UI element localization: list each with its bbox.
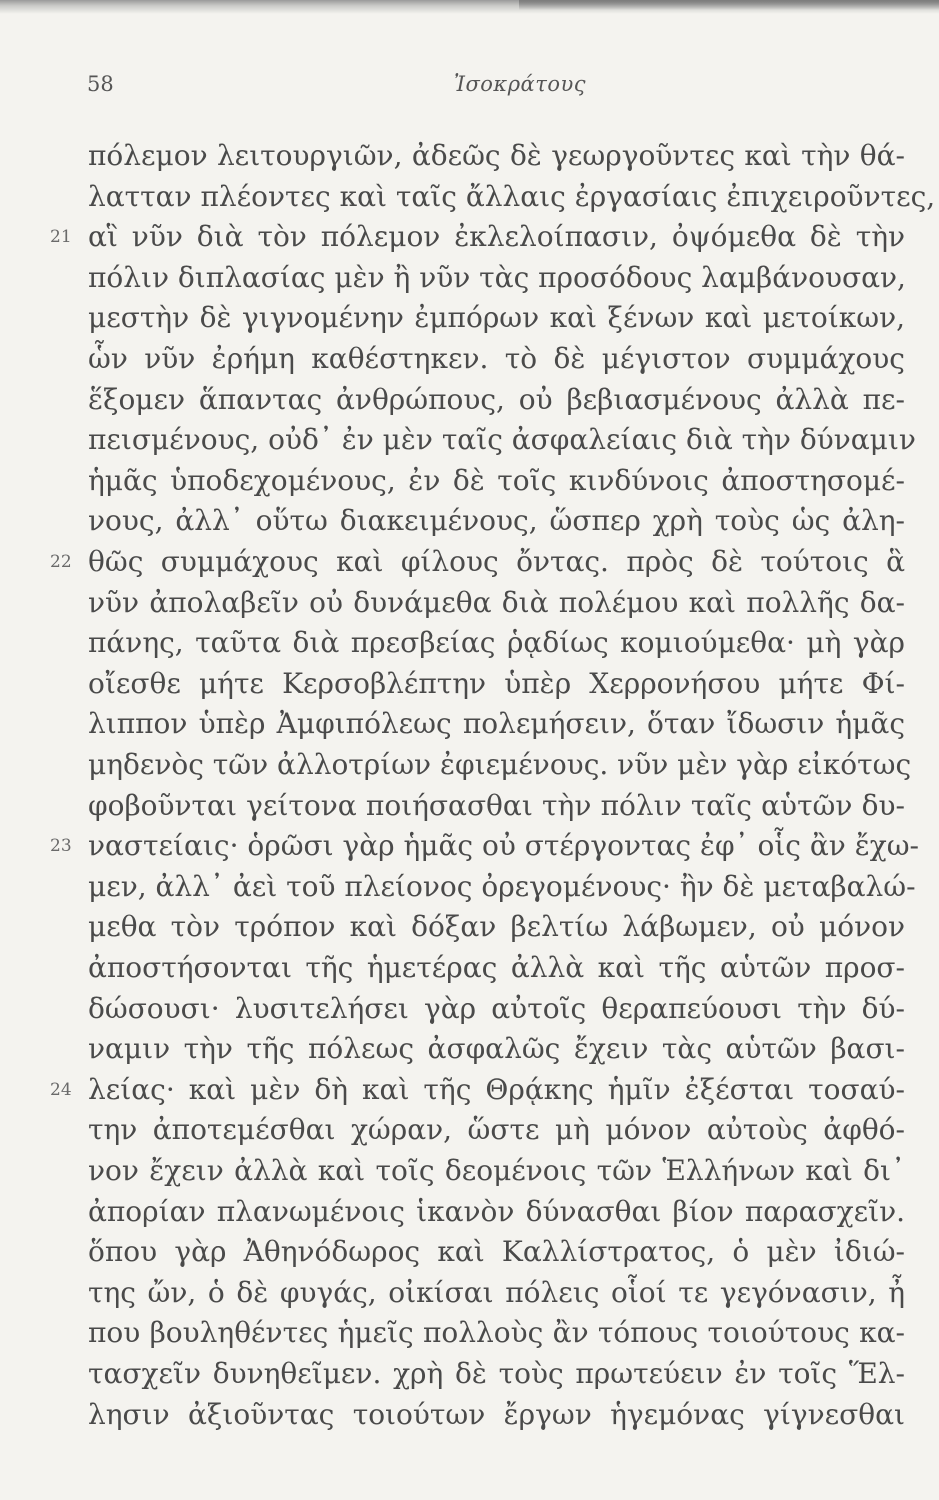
text-line: πάνης, ταῦτα διὰ πρεσβείας ῥᾳδίως κομιούμεθα· μὴ γὰρ <box>88 626 905 659</box>
text-line: ναμιν τὴν τῆς πόλεως ἀσφαλῶς ἔχειν τὰς αὑτῶν βασι- <box>88 1032 905 1065</box>
section-number: 21 <box>50 227 72 247</box>
text-line: ἀποστήσονται τῆς ἡμετέρας ἀλλὰ καὶ τῆς αὑτῶν προσ- <box>88 951 905 984</box>
section-number: 23 <box>50 836 72 856</box>
text-line: ναστείαις· ὁρῶσι γὰρ ἡμᾶς οὐ στέργοντας ἐφ᾽ οἷς ἂν ἔχω- <box>88 829 920 862</box>
text-line: λιππον ὑπὲρ Ἀμφιπόλεως πολεμήσειν, ὅταν ἴδωσιν ἡμᾶς <box>88 707 905 740</box>
text-line: λείας· καὶ μὲν δὴ καὶ τῆς Θρᾴκης ἡμῖν ἐξέσται τοσαύ- <box>88 1073 905 1106</box>
running-head: Ἰσοκράτους <box>454 72 587 96</box>
text-line: λησιν ἀξιοῦντας τοιούτων ἔργων ἡγεμόνας γίγνεσθαι <box>88 1398 905 1431</box>
text-line: οἴεσθε μήτε Κερσοβλέπτην ὑπὲρ Χερρονήσου μήτε Φί- <box>88 667 905 700</box>
text-line: δώσουσι· λυσιτελήσει γὰρ αὐτοῖς θεραπεύουσι τὴν δύ- <box>88 992 905 1025</box>
section-number: 22 <box>50 552 72 572</box>
section-number: 24 <box>50 1080 72 1100</box>
text-line: μεθα τὸν τρόπον καὶ δόξαν βελτίω λάβωμεν, οὐ μόνον <box>88 910 905 943</box>
page-header <box>0 72 939 102</box>
text-line: ἡμᾶς ὑποδεχομένους, ἐν δὲ τοῖς κινδύνοις ἀποστησομέ- <box>88 464 905 497</box>
text-line: πεισμένους, οὐδ᾽ ἐν μὲν ταῖς ἀσφαλείαις διὰ τὴν δύναμιν <box>88 423 916 456</box>
page-number: 58 <box>87 72 114 96</box>
text-line: μηδενὸς τῶν ἀλλοτρίων ἐφιεμένους. νῦν μὲν γὰρ εἰκότως <box>88 748 912 781</box>
text-line: την ἀποτεμέσθαι χώραν, ὥστε μὴ μόνον αὐτοὺς ἀφθό- <box>88 1113 905 1146</box>
text-line: ὧν νῦν ἐρήμη καθέστηκεν. τὸ δὲ μέγιστον συμμάχους <box>88 342 905 375</box>
text-line: πόλεμον λειτουργιῶν, ἀδεῶς δὲ γεωργοῦντες καὶ τὴν θά- <box>88 139 905 172</box>
text-line: νῦν ἀπολαβεῖν οὐ δυνάμεθα διὰ πολέμου καὶ πολλῆς δα- <box>88 586 905 619</box>
text-line: τασχεῖν δυνηθεῖμεν. χρὴ δὲ τοὺς πρωτεύειν ἐν τοῖς Ἕλ- <box>88 1357 905 1390</box>
text-line: που βουληθέντες ἡμεῖς πολλοὺς ἂν τόπους τοιούτους κα- <box>88 1316 905 1349</box>
text-line: μεστὴν δὲ γιγνομένην ἐμπόρων καὶ ξένων καὶ μετοίκων, <box>88 301 905 334</box>
text-line: θῶς συμμάχους καὶ φίλους ὄντας. πρὸς δὲ τούτοις ἃ <box>88 545 905 578</box>
text-line: λατταν πλέοντες καὶ ταῖς ἄλλαις ἐργασίαις ἐπιχειροῦντες, <box>88 180 936 213</box>
text-line: φοβοῦνται γείτονα ποιήσασθαι τὴν πόλιν ταῖς αὑτῶν δυ- <box>88 789 905 822</box>
text-line: ἕξομεν ἅπαντας ἀνθρώπους, οὐ βεβιασμένους ἀλλὰ πε- <box>88 383 905 416</box>
page-top-edge <box>519 0 939 10</box>
text-line: νον ἔχειν ἀλλὰ καὶ τοῖς δεομένοις τῶν Ἑλλήνων καὶ δι᾽ <box>88 1154 905 1187</box>
text-line: αἳ νῦν διὰ τὸν πόλεμον ἐκλελοίπασιν, ὀψόμεθα δὲ τὴν <box>88 220 905 253</box>
text-line: ὅπου γὰρ Ἀθηνόδωρος καὶ Καλλίστρατος, ὁ μὲν ἰδιώ- <box>88 1235 905 1268</box>
text-line: πόλιν διπλασίας μὲν ἢ νῦν τὰς προσόδους λαμβάνουσαν, <box>88 261 906 294</box>
text-line: νους, ἀλλ᾽ οὕτω διακειμένους, ὥσπερ χρὴ τοὺς ὡς ἀλη- <box>88 504 905 537</box>
text-line: ἀπορίαν πλανωμένοις ἱκανὸν δύνασθαι βίον παρασχεῖν. <box>88 1195 905 1228</box>
text-line: της ὤν, ὁ δὲ φυγάς, οἰκίσαι πόλεις οἷοί τε γεγόνασιν, ἦ <box>88 1276 905 1309</box>
text-line: μεν, ἀλλ᾽ ἀεὶ τοῦ πλείονος ὀρεγομένους· ἢν δὲ μεταβαλώ- <box>88 870 916 903</box>
